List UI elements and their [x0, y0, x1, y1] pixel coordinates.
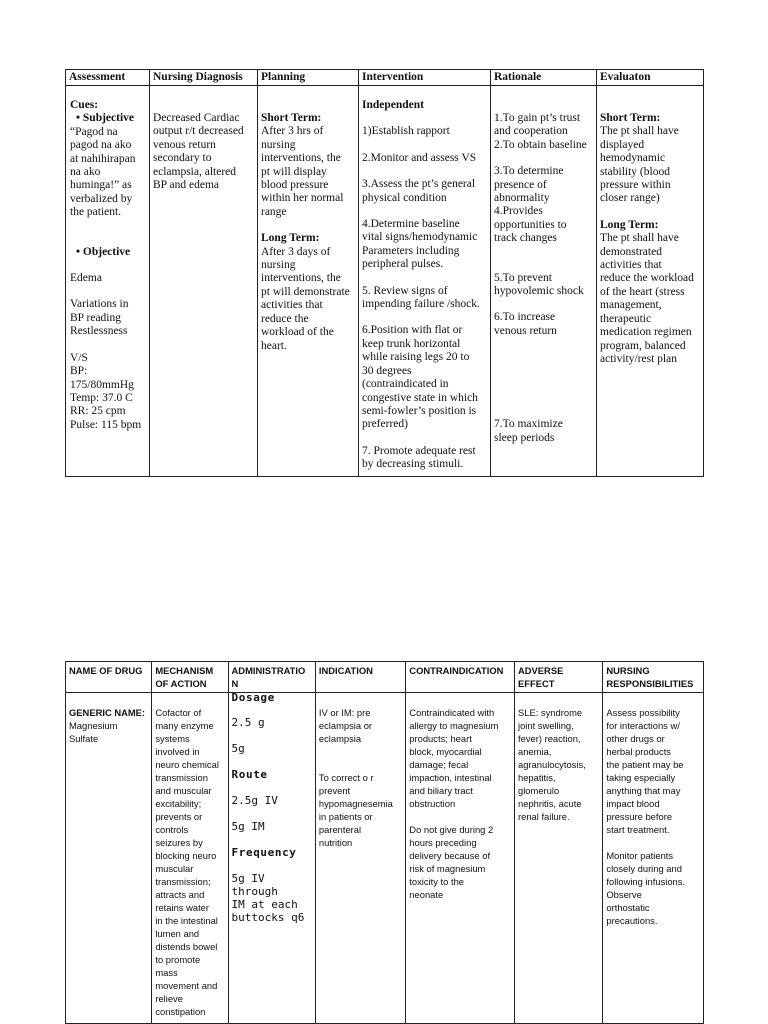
rationale-6	[494, 311, 593, 338]
text-line: prevent	[318, 785, 351, 796]
text-line: neuro chemical	[155, 759, 219, 770]
evaluation-short-text	[600, 125, 700, 205]
text-line: to promote	[155, 954, 201, 965]
text-line: To correct o r	[318, 772, 374, 783]
dosage-label: Dosage	[231, 691, 275, 704]
text-line: damage; fecal	[409, 759, 469, 770]
objective-variations	[70, 298, 146, 338]
text-line: After 3 hrs of	[261, 125, 324, 138]
text-line: 5.To prevent	[494, 271, 552, 284]
text-line: semi-fowler’s position is	[362, 404, 477, 417]
route-label: Route	[231, 768, 268, 781]
text-line: sleep periods	[494, 431, 555, 444]
text-line: muscular	[155, 863, 194, 874]
text-line: After 3 days of	[261, 245, 331, 258]
text-line: in the intestinal	[155, 915, 218, 926]
text-line: closely during and	[606, 863, 682, 874]
col-header-planning: Planning	[258, 70, 359, 86]
text-line: start treatment.	[606, 824, 670, 835]
text-line: 7.To maximize	[494, 418, 563, 431]
text-line: 30 degrees	[362, 364, 412, 377]
text-line: for interactions w/	[606, 720, 680, 731]
text-line: hypomagnesemia	[318, 798, 393, 809]
text-line: reduce the workload	[600, 272, 694, 285]
text-line: BP reading	[70, 311, 121, 324]
text-line: “Pagod na	[70, 125, 118, 138]
text-line: peripheral pulses.	[362, 258, 444, 271]
text-line: Do not give during 2	[409, 824, 494, 835]
vital-signs	[70, 352, 146, 432]
text-line: risk of magnesium	[409, 863, 486, 874]
text-line: blood pressure	[261, 179, 329, 192]
text-line: V/S	[70, 351, 88, 364]
text-line: congestive state in which	[362, 391, 478, 404]
adverse-effect-cell	[515, 693, 603, 1024]
text-line: the patient may be	[606, 759, 684, 770]
text-line: IM at each	[231, 898, 298, 911]
text-line: BP and edema	[153, 179, 220, 192]
text-line: neonate	[409, 889, 444, 900]
text-line: impending failure /shock.	[362, 298, 480, 311]
intervention-2	[362, 152, 487, 165]
text-line: interventions, the	[261, 272, 341, 285]
col-header-nursing-responsibilities: NURSING RESPONSIBILITIES	[603, 662, 704, 693]
drug-body-row	[66, 693, 704, 1024]
text-line: mass	[155, 967, 178, 978]
objective-label-text: Objective	[82, 245, 131, 258]
intervention-7	[362, 445, 487, 472]
text-line: following infusions.	[606, 876, 686, 887]
contraindication-text-1	[409, 706, 511, 810]
text-line: and cooperation	[494, 125, 568, 138]
planning-cell	[258, 86, 359, 477]
nursing-text-2	[606, 849, 700, 927]
text-line: obstruction	[409, 798, 456, 809]
text-line: Assess possibility	[606, 707, 680, 718]
col-header-adverse-effect: ADVERSE EFFECT	[515, 662, 603, 693]
text-line: 3.To determine	[494, 165, 564, 178]
text-line: pressure before	[606, 811, 673, 822]
text-line: range	[261, 205, 287, 218]
evaluation-short-label: Short Term:	[600, 112, 661, 124]
text-line: renal failure.	[518, 811, 570, 822]
nursing-text-1	[606, 706, 700, 836]
text-line: by decreasing stimuli.	[362, 458, 464, 471]
text-line: seizures by	[155, 837, 203, 848]
contraindication-cell	[406, 693, 515, 1024]
text-line: the patient.	[70, 206, 122, 219]
text-line: delivery because of	[409, 850, 491, 861]
text-line: glomerulo	[518, 785, 560, 796]
intervention-4	[362, 218, 487, 272]
text-line: displayed	[600, 138, 645, 151]
text-line: parenteral	[318, 824, 362, 835]
drug-study-table	[65, 661, 704, 1024]
text-line: venous return	[153, 138, 216, 151]
text-line: demonstrated	[600, 245, 662, 258]
text-line: eclampsia	[318, 733, 362, 744]
text-line: Variations in	[70, 298, 129, 311]
text-line: attracts and	[155, 889, 205, 900]
text-line: activities that	[261, 299, 323, 312]
text-line: stability (blood	[600, 165, 670, 178]
text-line: relieve	[155, 993, 183, 1004]
col-header-rationale: Rationale	[491, 70, 597, 86]
text-line: 7. Promote adequate rest	[362, 444, 476, 457]
text-line: nutrition	[318, 837, 353, 848]
dosage-value-2: 5g	[231, 742, 245, 755]
text-line: preferred)	[362, 418, 408, 431]
text-line: eclampsia, altered	[153, 165, 237, 178]
text-line: output r/t decreased	[153, 125, 244, 138]
text-line: Observe	[606, 889, 642, 900]
text-line: distends bowel	[155, 941, 218, 952]
rationale-1-2	[494, 112, 593, 152]
text-line: orthostatic	[606, 902, 650, 913]
text-line: nursing	[261, 259, 296, 272]
text-line: pt will display	[261, 165, 327, 178]
mechanism-cell	[152, 693, 228, 1024]
text-line: Magnesium	[69, 720, 118, 731]
text-line: 3.Assess the pt’s general	[362, 178, 476, 191]
text-line: products; heart	[409, 733, 472, 744]
text-line: transmission;	[155, 876, 211, 887]
text-line: blocking neuro	[155, 850, 217, 861]
generic-name-label: GENERIC NAME:	[69, 707, 146, 718]
text-line: and biliary tract	[409, 785, 473, 796]
text-line: constipation	[155, 1006, 206, 1017]
text-line: retains water	[155, 902, 210, 913]
text-line: systems	[155, 733, 190, 744]
text-line: hepatitis,	[518, 772, 556, 783]
text-line: toxicity to the	[409, 876, 465, 887]
rationale-cell	[491, 86, 597, 477]
text-line: presence of	[494, 178, 547, 191]
text-line: interventions, the	[261, 152, 341, 165]
text-line: anemia,	[518, 746, 552, 757]
text-line: other drugs or	[606, 733, 665, 744]
text-line: prevents or	[155, 811, 203, 822]
text-line: controls	[155, 824, 189, 835]
text-line: 2.Monitor and assess VS	[362, 151, 477, 164]
text-line: venous return	[494, 324, 557, 337]
text-line: closer range)	[600, 192, 660, 205]
text-line: herbal products	[606, 746, 671, 757]
ncp-body-row	[66, 86, 704, 477]
text-line: pagod na ako	[70, 139, 132, 152]
text-line: many enzyme	[155, 720, 214, 731]
text-line: excitability;	[155, 798, 202, 809]
text-line: activity/rest plan	[600, 352, 677, 365]
text-line: Temp: 37.0 C	[70, 391, 133, 404]
subjective-label-text: Subjective	[82, 112, 135, 125]
text-line: abnormality	[494, 192, 550, 205]
text-line: nephritis, acute	[518, 798, 582, 809]
evaluation-long-text	[600, 232, 700, 366]
text-line: 1)Establish rapport	[362, 125, 450, 138]
assessment-cell	[66, 86, 150, 477]
text-line: at nahihirapan	[70, 152, 136, 165]
subjective-text	[70, 126, 146, 220]
text-line: The pt shall have	[600, 125, 679, 138]
text-line: eclampsia or	[318, 720, 373, 731]
intervention-5	[362, 285, 487, 312]
evaluation-cell	[597, 86, 704, 477]
text-line: movement and	[155, 980, 218, 991]
text-line: Decreased Cardiac	[153, 112, 240, 124]
text-line: RR: 25 cpm	[70, 405, 126, 418]
text-line: na ako	[70, 166, 101, 179]
text-line: agranulocytosis,	[518, 759, 586, 770]
col-header-drug-name: NAME OF DRUG	[66, 662, 152, 693]
rationale-5	[494, 272, 593, 299]
text-line: Pulse: 115 bpm	[70, 418, 142, 431]
text-line: verbalized by	[70, 192, 133, 205]
text-line: reduce the	[261, 312, 309, 325]
objective-edema	[70, 272, 146, 285]
text-line: medication regimen	[600, 326, 692, 339]
text-line: 175/80mmHg	[70, 378, 134, 391]
text-line: Contraindicated with	[409, 707, 495, 718]
text-line: precautions.	[606, 915, 658, 926]
intervention-1	[362, 125, 487, 138]
text-line: hours preceding	[409, 837, 477, 848]
text-line: 4.Provides	[494, 205, 543, 218]
text-line: BP:	[70, 365, 88, 378]
text-line: anything that may	[606, 785, 681, 796]
frequency-value	[232, 872, 312, 924]
text-line: Cofactor of	[155, 707, 202, 718]
drug-header-row	[66, 662, 704, 693]
text-line: vital signs/hemodynamic	[362, 231, 478, 244]
text-line: Parameters including	[362, 244, 460, 257]
planning-long-text	[261, 246, 355, 353]
text-line: activities that	[600, 259, 662, 272]
cues-label: Cues:	[70, 99, 99, 111]
rationale-7	[494, 418, 593, 445]
intervention-3	[362, 178, 487, 205]
generic-name-value	[69, 719, 148, 745]
diagnosis-text	[153, 112, 254, 192]
text-line: therapeutic	[600, 312, 652, 325]
text-line: Monitor patients	[606, 850, 674, 861]
text-line: huminga!” as	[70, 179, 132, 192]
text-line: secondary to	[153, 152, 212, 165]
text-line: Restlessness	[70, 325, 128, 338]
dosage-value-1: 2.5 g	[231, 716, 265, 729]
text-line: physical condition	[362, 191, 447, 204]
col-header-nursing-diagnosis: Nursing Diagnosis	[150, 70, 258, 86]
text-line: management,	[600, 299, 662, 312]
text-line: hypovolemic shock	[494, 285, 584, 298]
text-line: buttocks q6	[231, 911, 305, 924]
intervention-6	[362, 324, 487, 431]
text-line: lumen and	[155, 928, 200, 939]
mechanism-text	[155, 706, 224, 1018]
text-line: 6.To increase	[494, 311, 556, 324]
col-header-contraindication: CONTRAINDICATION	[406, 662, 515, 693]
text-line: joint swelling,	[518, 720, 574, 731]
indication-text-1	[319, 706, 402, 745]
col-header-evaluation: Evaluaton	[597, 70, 704, 86]
intervention-cell	[359, 86, 491, 477]
col-header-assessment: Assessment	[66, 70, 150, 86]
text-line: 6.Position with flat or	[362, 324, 463, 337]
text-line: keep trunk horizontal	[362, 337, 461, 350]
text-line: nursing	[261, 138, 296, 151]
frequency-label: Frequency	[231, 846, 297, 859]
text-line: hemodynamic	[600, 152, 666, 165]
diagnosis-cell	[150, 86, 258, 477]
intervention-label: Independent	[362, 99, 424, 111]
text-line: 1.To gain pt’s trust	[494, 112, 581, 124]
nursing-care-plan-table	[65, 69, 704, 477]
text-line: and muscular	[155, 785, 212, 796]
text-line: (contraindicated in	[362, 378, 449, 391]
nursing-responsibilities-cell	[603, 693, 704, 1024]
evaluation-long-label: Long Term:	[600, 218, 659, 231]
route-value-1: 2.5g IV	[231, 794, 278, 807]
objective-label: • Objective	[76, 245, 131, 258]
adverse-effect-text	[518, 706, 599, 823]
col-header-administration: ADMINISTRATIO N	[228, 662, 315, 693]
text-line: The pt shall have	[600, 232, 679, 245]
route-value-2: 5g IM	[231, 820, 265, 833]
text-line: taking especially	[606, 772, 676, 783]
planning-short-text	[261, 125, 355, 219]
text-line: while raising legs 20 to	[362, 351, 470, 364]
text-line: 5. Review signs of	[362, 284, 448, 297]
text-line: transmission	[155, 772, 208, 783]
text-line: 2.To obtain baseline	[494, 138, 587, 151]
drug-name-cell	[66, 693, 152, 1024]
col-header-intervention: Intervention	[359, 70, 491, 86]
text-line: impaction, intestinal	[409, 772, 492, 783]
indication-cell	[315, 693, 405, 1024]
text-line: opportunities to	[494, 218, 567, 231]
text-line: allergy to magnesium	[409, 720, 499, 731]
text-line: impact blood	[606, 798, 660, 809]
text-line: Edema	[70, 272, 102, 285]
rationale-3-4	[494, 165, 593, 245]
text-line: Sulfate	[69, 733, 99, 744]
planning-short-label: Short Term:	[261, 112, 322, 124]
text-line: IV or IM: pre	[318, 707, 371, 718]
text-line: workload of the	[261, 326, 334, 339]
indication-text-2	[319, 771, 402, 849]
contraindication-text-2	[409, 823, 511, 901]
text-line: SLE: syndrome	[518, 707, 583, 718]
administration-cell	[228, 693, 315, 1024]
text-line: track changes	[494, 232, 557, 245]
col-header-mechanism: MECHANISM OF ACTION	[152, 662, 228, 693]
text-line: 4.Determine baseline	[362, 218, 460, 231]
text-line: 5g IV through	[231, 872, 278, 898]
planning-long-label: Long Term:	[261, 232, 320, 245]
text-line: fever) reaction,	[518, 733, 581, 744]
text-line: involved in	[155, 746, 200, 757]
text-line: within her normal	[261, 192, 344, 205]
text-line: heart.	[261, 339, 287, 352]
ncp-header-row	[66, 70, 704, 86]
text-line: program, balanced	[600, 339, 686, 352]
subjective-label: • Subjective	[76, 112, 135, 125]
text-line: pressure within	[600, 179, 671, 192]
text-line: pt will demonstrate	[261, 285, 350, 298]
text-line: in patients or	[318, 811, 373, 822]
text-line: of the heart (stress	[600, 285, 685, 298]
text-line: block, myocardial	[409, 746, 482, 757]
col-header-indication: INDICATION	[315, 662, 405, 693]
